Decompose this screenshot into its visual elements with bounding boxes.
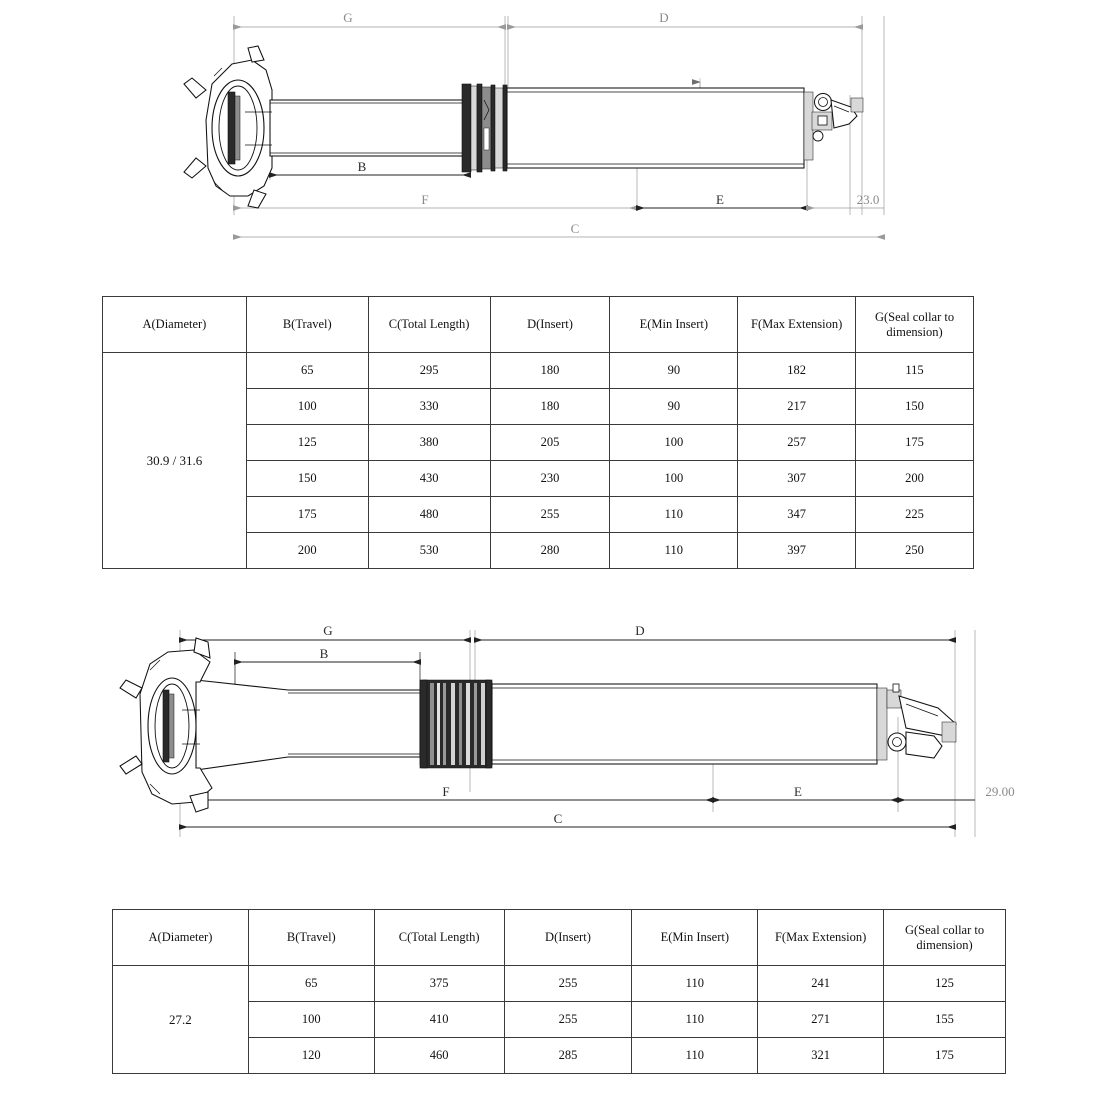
cell-e-min-insert: 110 — [610, 497, 738, 533]
cell-g-seal-collar: 150 — [856, 389, 974, 425]
cell-d-insert: 205 — [490, 425, 610, 461]
dim-label-D-bottom: D — [635, 623, 645, 638]
cell-g-seal-collar: 250 — [856, 533, 974, 569]
col-header-f-max-extension: F(Max Extension) — [738, 297, 856, 353]
spec-table-30-9-31-6 — [102, 296, 974, 569]
cell-e-min-insert: 90 — [610, 353, 738, 389]
dim-label-B-bottom: B — [319, 646, 329, 661]
cell-g-seal-collar: 175 — [856, 425, 974, 461]
dim-F-top — [234, 192, 637, 208]
cell-d-insert: 180 — [490, 389, 610, 425]
cell-diameter: 30.9 / 31.6 — [103, 353, 247, 569]
cell-f-max-extension: 217 — [738, 389, 856, 425]
cell-b-travel: 150 — [246, 461, 368, 497]
table-row — [103, 353, 974, 389]
cell-d-insert: 255 — [504, 966, 632, 1002]
cell-f-max-extension: 271 — [758, 1002, 884, 1038]
dim-label-D-top: D — [659, 10, 669, 25]
cell-c-total-length: 430 — [368, 461, 490, 497]
cell-c-total-length: 380 — [368, 425, 490, 461]
spec-table-27-2 — [112, 909, 1006, 1074]
dim-label-G-bottom: G — [323, 623, 333, 638]
cell-e-min-insert: 110 — [632, 1002, 758, 1038]
dim-E-top — [637, 192, 807, 208]
cell-b-travel: 175 — [246, 497, 368, 533]
cell-d-insert: 180 — [490, 353, 610, 389]
dim-C-bottom — [180, 811, 955, 827]
dim-label-E-top: E — [716, 192, 724, 207]
col-header-f-max-extension: F(Max Extension) — [758, 910, 884, 966]
table-row — [113, 966, 1006, 1002]
col-header-a-diameter: A(Diameter) — [113, 910, 249, 966]
cell-b-travel: 125 — [246, 425, 368, 461]
cell-e-min-insert: 100 — [610, 461, 738, 497]
cell-g-seal-collar: 200 — [856, 461, 974, 497]
dim-C-top — [234, 221, 884, 237]
dim-label-C-bottom: C — [553, 811, 563, 826]
actuator-head-top — [804, 92, 863, 160]
dim-E-bottom — [713, 784, 898, 800]
cell-f-max-extension: 307 — [738, 461, 856, 497]
g-header-line2: dimension) — [916, 937, 973, 952]
drawing-bottom — [0, 612, 1097, 872]
dim-F-bottom — [180, 784, 713, 800]
seal-collar-bottom — [420, 680, 492, 768]
cell-c-total-length: 480 — [368, 497, 490, 533]
cell-c-total-length: 295 — [368, 353, 490, 389]
cell-diameter: 27.2 — [113, 966, 249, 1074]
col-header-g-seal-collar — [856, 297, 974, 353]
cell-d-insert: 230 — [490, 461, 610, 497]
col-header-c-total-length: C(Total Length) — [374, 910, 504, 966]
dim-label-C-top: C — [570, 221, 580, 236]
cell-e-min-insert: 100 — [610, 425, 738, 461]
cell-d-insert: 285 — [504, 1038, 632, 1074]
cell-b-travel: 100 — [248, 1002, 374, 1038]
cell-c-total-length: 530 — [368, 533, 490, 569]
cell-f-max-extension: 397 — [738, 533, 856, 569]
cell-c-total-length: 460 — [374, 1038, 504, 1074]
g-header-line2: dimension) — [886, 324, 943, 339]
dim-callout-23-top — [807, 192, 884, 208]
cell-b-travel: 65 — [248, 966, 374, 1002]
cell-e-min-insert: 110 — [632, 1038, 758, 1074]
cell-d-insert: 255 — [490, 497, 610, 533]
drawing-top — [0, 0, 1097, 270]
dim-B-top — [270, 159, 470, 175]
cell-b-travel: 120 — [248, 1038, 374, 1074]
col-header-e-min-insert: E(Min Insert) — [632, 910, 758, 966]
dim-label-E-bottom: E — [794, 784, 802, 799]
col-header-b-travel: B(Travel) — [248, 910, 374, 966]
dim-value-29-bottom: 29.00 — [985, 784, 1015, 799]
dim-label-G-top: G — [343, 10, 353, 25]
dim-label-B-top: B — [357, 159, 367, 174]
cell-b-travel: 65 — [246, 353, 368, 389]
seatpost-body-top — [184, 46, 863, 208]
cell-c-total-length: 410 — [374, 1002, 504, 1038]
dim-callout-29-bottom — [898, 784, 1015, 800]
cell-d-insert: 255 — [504, 1002, 632, 1038]
table-header-row — [103, 297, 974, 353]
cell-e-min-insert: 90 — [610, 389, 738, 425]
seatpost-body-bottom — [120, 638, 956, 812]
dim-G-top — [234, 10, 505, 27]
dim-label-F-bottom: F — [442, 784, 450, 799]
col-header-d-insert: D(Insert) — [490, 297, 610, 353]
cell-g-seal-collar: 115 — [856, 353, 974, 389]
cell-c-total-length: 375 — [374, 966, 504, 1002]
col-header-b-travel: B(Travel) — [246, 297, 368, 353]
cell-c-total-length: 330 — [368, 389, 490, 425]
cell-e-min-insert: 110 — [610, 533, 738, 569]
saddle-clamp-head-top — [184, 46, 272, 208]
cell-f-max-extension: 241 — [758, 966, 884, 1002]
col-header-e-min-insert: E(Min Insert) — [610, 297, 738, 353]
dim-label-F-top: F — [421, 192, 429, 207]
col-header-c-total-length: C(Total Length) — [368, 297, 490, 353]
cell-d-insert: 280 — [490, 533, 610, 569]
cell-g-seal-collar: 175 — [884, 1038, 1006, 1074]
cell-e-min-insert: 110 — [632, 966, 758, 1002]
dim-G-bottom — [180, 623, 470, 640]
cell-b-travel: 100 — [246, 389, 368, 425]
col-header-a-diameter: A(Diameter) — [103, 297, 247, 353]
cell-g-seal-collar: 225 — [856, 497, 974, 533]
cell-g-seal-collar: 125 — [884, 966, 1006, 1002]
cell-f-max-extension: 347 — [738, 497, 856, 533]
cell-f-max-extension: 321 — [758, 1038, 884, 1074]
cell-f-max-extension: 257 — [738, 425, 856, 461]
table-header-row — [113, 910, 1006, 966]
g-header-line1: G(Seal collar to — [904, 922, 985, 937]
cell-g-seal-collar: 155 — [884, 1002, 1006, 1038]
actuator-head-bottom — [877, 684, 956, 760]
col-header-g-seal-collar — [884, 910, 1006, 966]
g-header-line1: G(Seal collar to — [874, 309, 955, 324]
col-header-d-insert: D(Insert) — [504, 910, 632, 966]
dim-D-top — [508, 10, 862, 27]
dim-value-23-top: 23.0 — [856, 192, 880, 207]
dim-D-bottom — [475, 623, 955, 640]
cell-b-travel: 200 — [246, 533, 368, 569]
dim-B-bottom — [235, 646, 420, 662]
cell-f-max-extension: 182 — [738, 353, 856, 389]
